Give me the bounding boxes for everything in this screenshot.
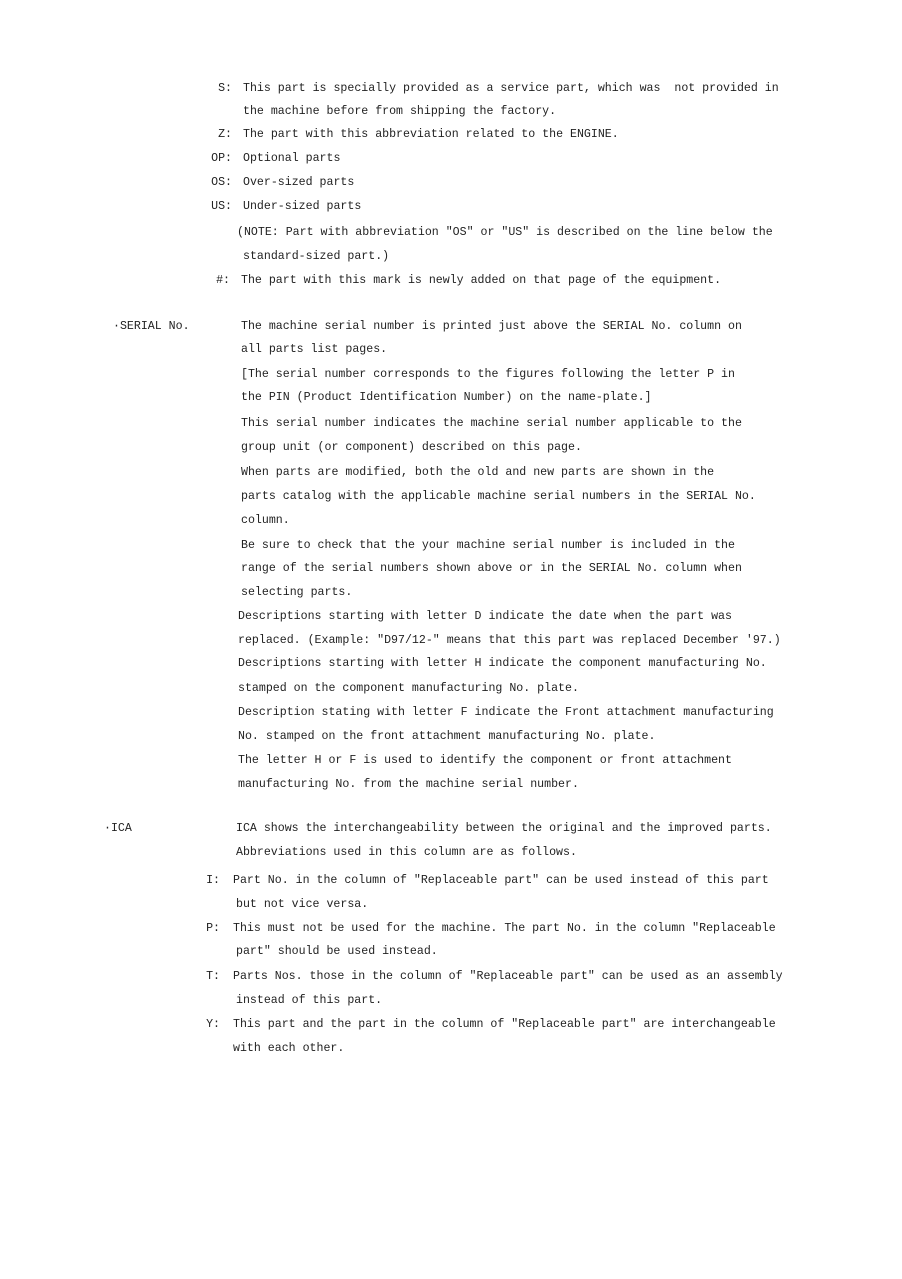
- serial-line: No. stamped on the front attachment manufacturing No. plate.: [238, 730, 656, 743]
- ica-text: but not vice versa.: [236, 898, 369, 911]
- serial-line: This serial number indicates the machine serial number applicable to the: [241, 417, 742, 430]
- abbr-label-op: OP:: [211, 152, 232, 165]
- serial-line: Descriptions starting with letter H indicate the component manufacturing No.: [238, 657, 767, 670]
- abbr-label-s: S:: [218, 82, 232, 95]
- serial-line: the PIN (Product Identification Number) on the name-plate.]: [241, 391, 652, 404]
- abbr-text: This part is specially provided as a service part, which was not provided in: [243, 82, 779, 95]
- ica-label-t: T:: [206, 970, 220, 983]
- serial-line: replaced. (Example: "D97/12-" means that this part was replaced December '97.): [238, 634, 781, 647]
- ica-heading: ·ICA: [104, 822, 132, 835]
- ica-text: This part and the part in the column of "Replaceable part" are interchangeable: [233, 1018, 776, 1031]
- serial-line: Be sure to check that the your machine serial number is included in the: [241, 539, 735, 552]
- ica-label-y: Y:: [206, 1018, 220, 1031]
- serial-line: When parts are modified, both the old and new parts are shown in the: [241, 466, 715, 479]
- note-text: standard-sized part.): [243, 250, 390, 263]
- ica-intro: Abbreviations used in this column are as follows.: [236, 846, 577, 859]
- ica-text: with each other.: [233, 1042, 345, 1055]
- serial-line: The letter H or F is used to identify the component or front attachment: [238, 754, 732, 767]
- serial-line: stamped on the component manufacturing No. plate.: [238, 682, 579, 695]
- abbr-text: The part with this mark is newly added on that page of the equipment.: [241, 274, 722, 287]
- serial-line: range of the serial numbers shown above or in the SERIAL No. column when: [241, 562, 742, 575]
- abbr-label-hash: #:: [216, 274, 230, 287]
- note-text: (NOTE: Part with abbreviation "OS" or "US" is described on the line below the: [237, 226, 773, 239]
- serial-line: The machine serial number is printed just above the SERIAL No. column on: [241, 320, 742, 333]
- abbr-text: the machine before from shipping the factory.: [243, 105, 557, 118]
- serial-line: selecting parts.: [241, 586, 353, 599]
- serial-line: group unit (or component) described on this page.: [241, 441, 582, 454]
- abbr-label-us: US:: [211, 200, 232, 213]
- ica-text: Part No. in the column of "Replaceable part" can be used instead of this part: [233, 874, 769, 887]
- abbr-text: Over-sized parts: [243, 176, 355, 189]
- ica-text: This must not be used for the machine. The part No. in the column "Replaceable: [233, 922, 776, 935]
- ica-intro: ICA shows the interchangeability between the original and the improved parts.: [236, 822, 772, 835]
- serial-line: parts catalog with the applicable machine serial numbers in the SERIAL No.: [241, 490, 756, 503]
- serial-line: Description stating with letter F indicate the Front attachment manufacturing: [238, 706, 774, 719]
- ica-text: instead of this part.: [236, 994, 383, 1007]
- serial-line: manufacturing No. from the machine serial number.: [238, 778, 579, 791]
- serial-line: Descriptions starting with letter D indicate the date when the part was: [238, 610, 732, 623]
- ica-label-p: P:: [206, 922, 220, 935]
- ica-text: part" should be used instead.: [236, 945, 438, 958]
- serial-heading: ·SERIAL No.: [113, 320, 190, 333]
- ica-text: Parts Nos. those in the column of "Replaceable part" can be used as an assembly: [233, 970, 783, 983]
- abbr-label-os: OS:: [211, 176, 232, 189]
- abbr-text: The part with this abbreviation related to the ENGINE.: [243, 128, 619, 141]
- serial-line: all parts list pages.: [241, 343, 388, 356]
- abbr-text: Under-sized parts: [243, 200, 362, 213]
- abbr-text: Optional parts: [243, 152, 341, 165]
- serial-line: [The serial number corresponds to the figures following the letter P in: [241, 368, 735, 381]
- serial-line: column.: [241, 514, 290, 527]
- abbr-label-z: Z:: [218, 128, 232, 141]
- ica-label-i: I:: [206, 874, 220, 887]
